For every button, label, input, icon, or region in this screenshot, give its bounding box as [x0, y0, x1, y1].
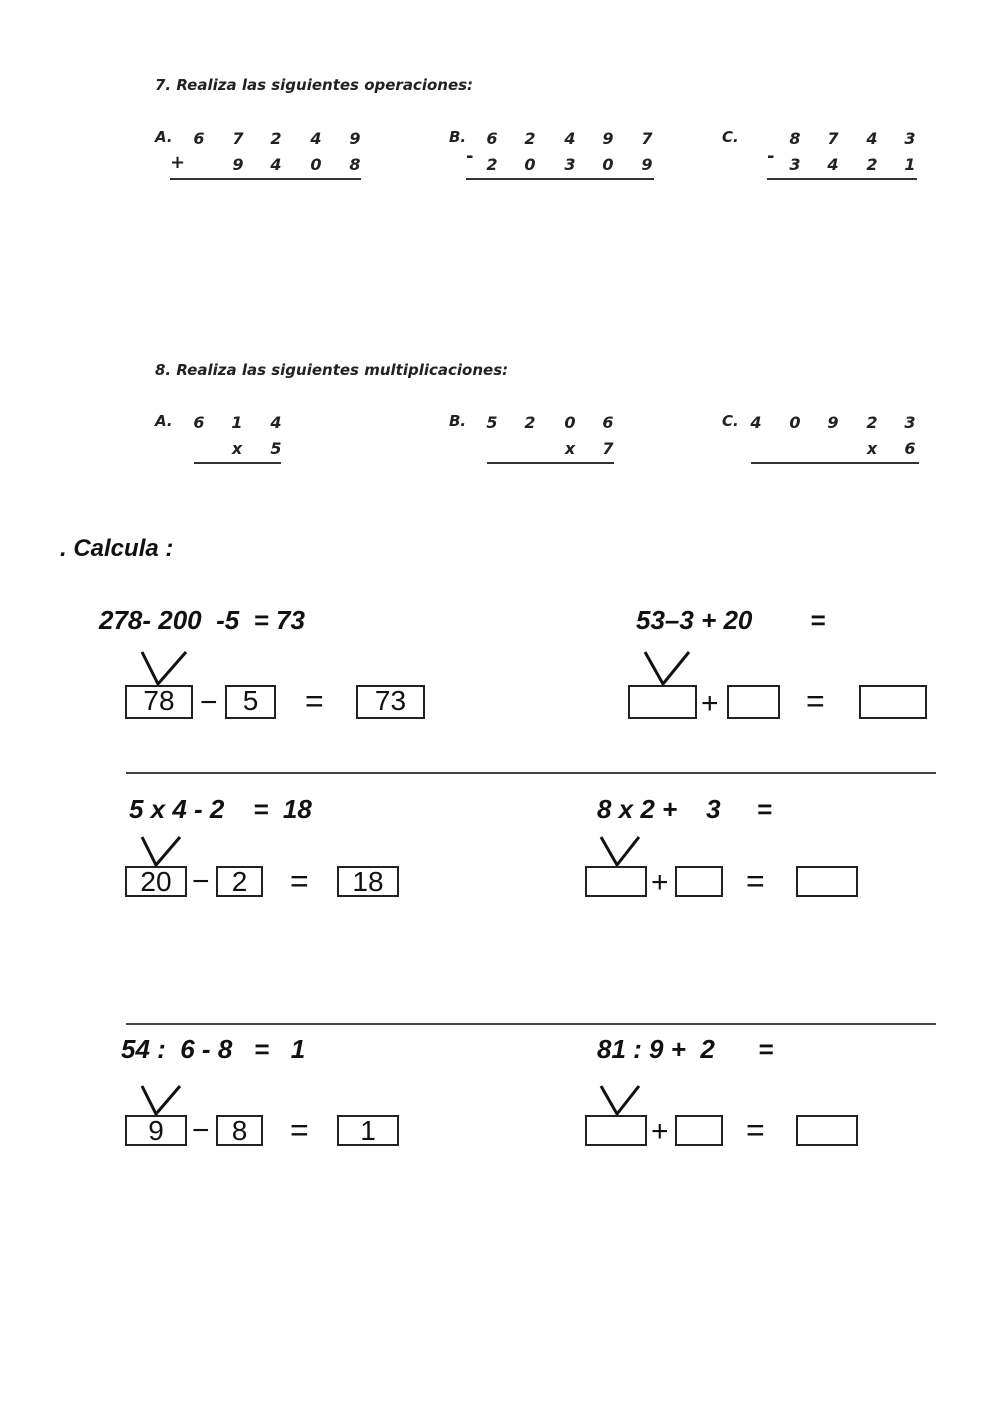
- equals-sign: =: [305, 683, 324, 719]
- digit: 4: [310, 129, 322, 148]
- minus-sign: -: [767, 146, 775, 167]
- digit: 0: [564, 413, 576, 432]
- digit: 9: [827, 413, 839, 432]
- answer-box[interactable]: [675, 1115, 723, 1146]
- op-letter: B.: [449, 412, 467, 430]
- v-bracket-icon: [599, 1084, 643, 1118]
- op-letter: B.: [449, 128, 467, 146]
- digit: 5: [270, 439, 282, 458]
- digit: 9: [349, 129, 361, 148]
- expression: 54 : 6 - 8 = 1: [121, 1034, 306, 1064]
- digit: 4: [866, 129, 878, 148]
- equals-sign: =: [290, 863, 309, 899]
- digit: 2: [866, 155, 878, 174]
- calcula-title: . Calcula :: [60, 535, 174, 562]
- difference-line: [767, 178, 917, 180]
- digit: 7: [827, 129, 839, 148]
- digit: 3: [904, 129, 916, 148]
- expression: 8 x 2 + 3 =: [597, 794, 772, 824]
- digit: 4: [750, 413, 762, 432]
- digit: 4: [270, 155, 282, 174]
- digit: 6: [486, 129, 498, 148]
- result-box[interactable]: [796, 866, 858, 897]
- result-box[interactable]: [859, 685, 927, 719]
- digit: 4: [564, 129, 576, 148]
- product-line: [751, 462, 919, 464]
- expression: 53–3 + 20 =: [636, 605, 826, 635]
- minus-sign: −: [192, 1114, 210, 1147]
- result-box[interactable]: 1: [337, 1115, 399, 1146]
- section-8-title: 8. Realiza las siguientes multiplicaciones:: [155, 361, 509, 379]
- equals-sign: =: [290, 1112, 309, 1148]
- digit: 5: [486, 413, 498, 432]
- digit: 7: [232, 129, 244, 148]
- op-letter: A.: [155, 412, 173, 430]
- difference-line: [466, 178, 654, 180]
- op-letter: C.: [722, 412, 739, 430]
- digit: 2: [866, 413, 878, 432]
- v-bracket-icon: [140, 835, 184, 869]
- equals-sign: =: [806, 683, 825, 719]
- digit: 0: [524, 155, 536, 174]
- answer-box[interactable]: [675, 866, 723, 897]
- digit: 0: [602, 155, 614, 174]
- digit: 2: [524, 129, 536, 148]
- op-letter: C.: [722, 128, 739, 146]
- digit: 6: [193, 129, 205, 148]
- digit: 7: [641, 129, 653, 148]
- v-bracket-icon: [140, 650, 190, 688]
- answer-box[interactable]: 8: [216, 1115, 263, 1146]
- digit: 1: [904, 155, 916, 174]
- v-bracket-icon: [643, 650, 693, 688]
- divider-line: [126, 772, 936, 774]
- digit: 3: [564, 155, 576, 174]
- minus-sign: −: [200, 686, 218, 719]
- minus-sign: -: [466, 146, 474, 167]
- times-sign: x: [564, 439, 576, 458]
- minus-sign: −: [192, 865, 210, 898]
- digit: 2: [524, 413, 536, 432]
- product-line: [194, 462, 281, 464]
- plus-sign: +: [651, 866, 669, 899]
- digit: 6: [193, 413, 205, 432]
- equals-sign: =: [746, 1112, 765, 1148]
- result-box[interactable]: [796, 1115, 858, 1146]
- digit: 2: [486, 155, 498, 174]
- v-bracket-icon: [599, 835, 643, 869]
- expression: 278- 200 -5 = 73: [99, 605, 305, 635]
- sum-line: [170, 178, 361, 180]
- equals-sign: =: [746, 863, 765, 899]
- digit: 8: [349, 155, 361, 174]
- digit: 9: [602, 129, 614, 148]
- plus-sign: +: [651, 1115, 669, 1148]
- answer-box[interactable]: 78: [125, 685, 193, 719]
- digit: 1: [231, 413, 243, 432]
- digit: 4: [827, 155, 839, 174]
- digit: 9: [641, 155, 653, 174]
- answer-box[interactable]: [628, 685, 697, 719]
- plus-sign: +: [170, 152, 186, 173]
- answer-box[interactable]: 2: [216, 866, 263, 897]
- result-box[interactable]: 73: [356, 685, 425, 719]
- answer-box[interactable]: 5: [225, 685, 276, 719]
- answer-box[interactable]: 9: [125, 1115, 187, 1146]
- digit: 8: [789, 129, 801, 148]
- op-letter: A.: [155, 128, 173, 146]
- digit: 3: [904, 413, 916, 432]
- digit: 4: [270, 413, 282, 432]
- answer-box[interactable]: [585, 1115, 647, 1146]
- section-7-title: 7. Realiza las siguientes operaciones:: [155, 76, 474, 94]
- digit: 0: [789, 413, 801, 432]
- result-box[interactable]: 18: [337, 866, 399, 897]
- answer-box[interactable]: 20: [125, 866, 187, 897]
- digit: 9: [232, 155, 244, 174]
- times-sign: x: [231, 439, 243, 458]
- v-bracket-icon: [140, 1084, 184, 1118]
- digit: 7: [602, 439, 614, 458]
- expression: 81 : 9 + 2 =: [597, 1034, 774, 1064]
- product-line: [487, 462, 614, 464]
- divider-line: [126, 1023, 936, 1025]
- plus-sign: +: [701, 687, 719, 720]
- digit: 2: [270, 129, 282, 148]
- answer-box[interactable]: [727, 685, 780, 719]
- answer-box[interactable]: [585, 866, 647, 897]
- expression: 5 x 4 - 2 = 18: [129, 794, 312, 824]
- digit: 3: [789, 155, 801, 174]
- digit: 0: [310, 155, 322, 174]
- times-sign: x: [866, 439, 878, 458]
- digit: 6: [602, 413, 614, 432]
- digit: 6: [904, 439, 916, 458]
